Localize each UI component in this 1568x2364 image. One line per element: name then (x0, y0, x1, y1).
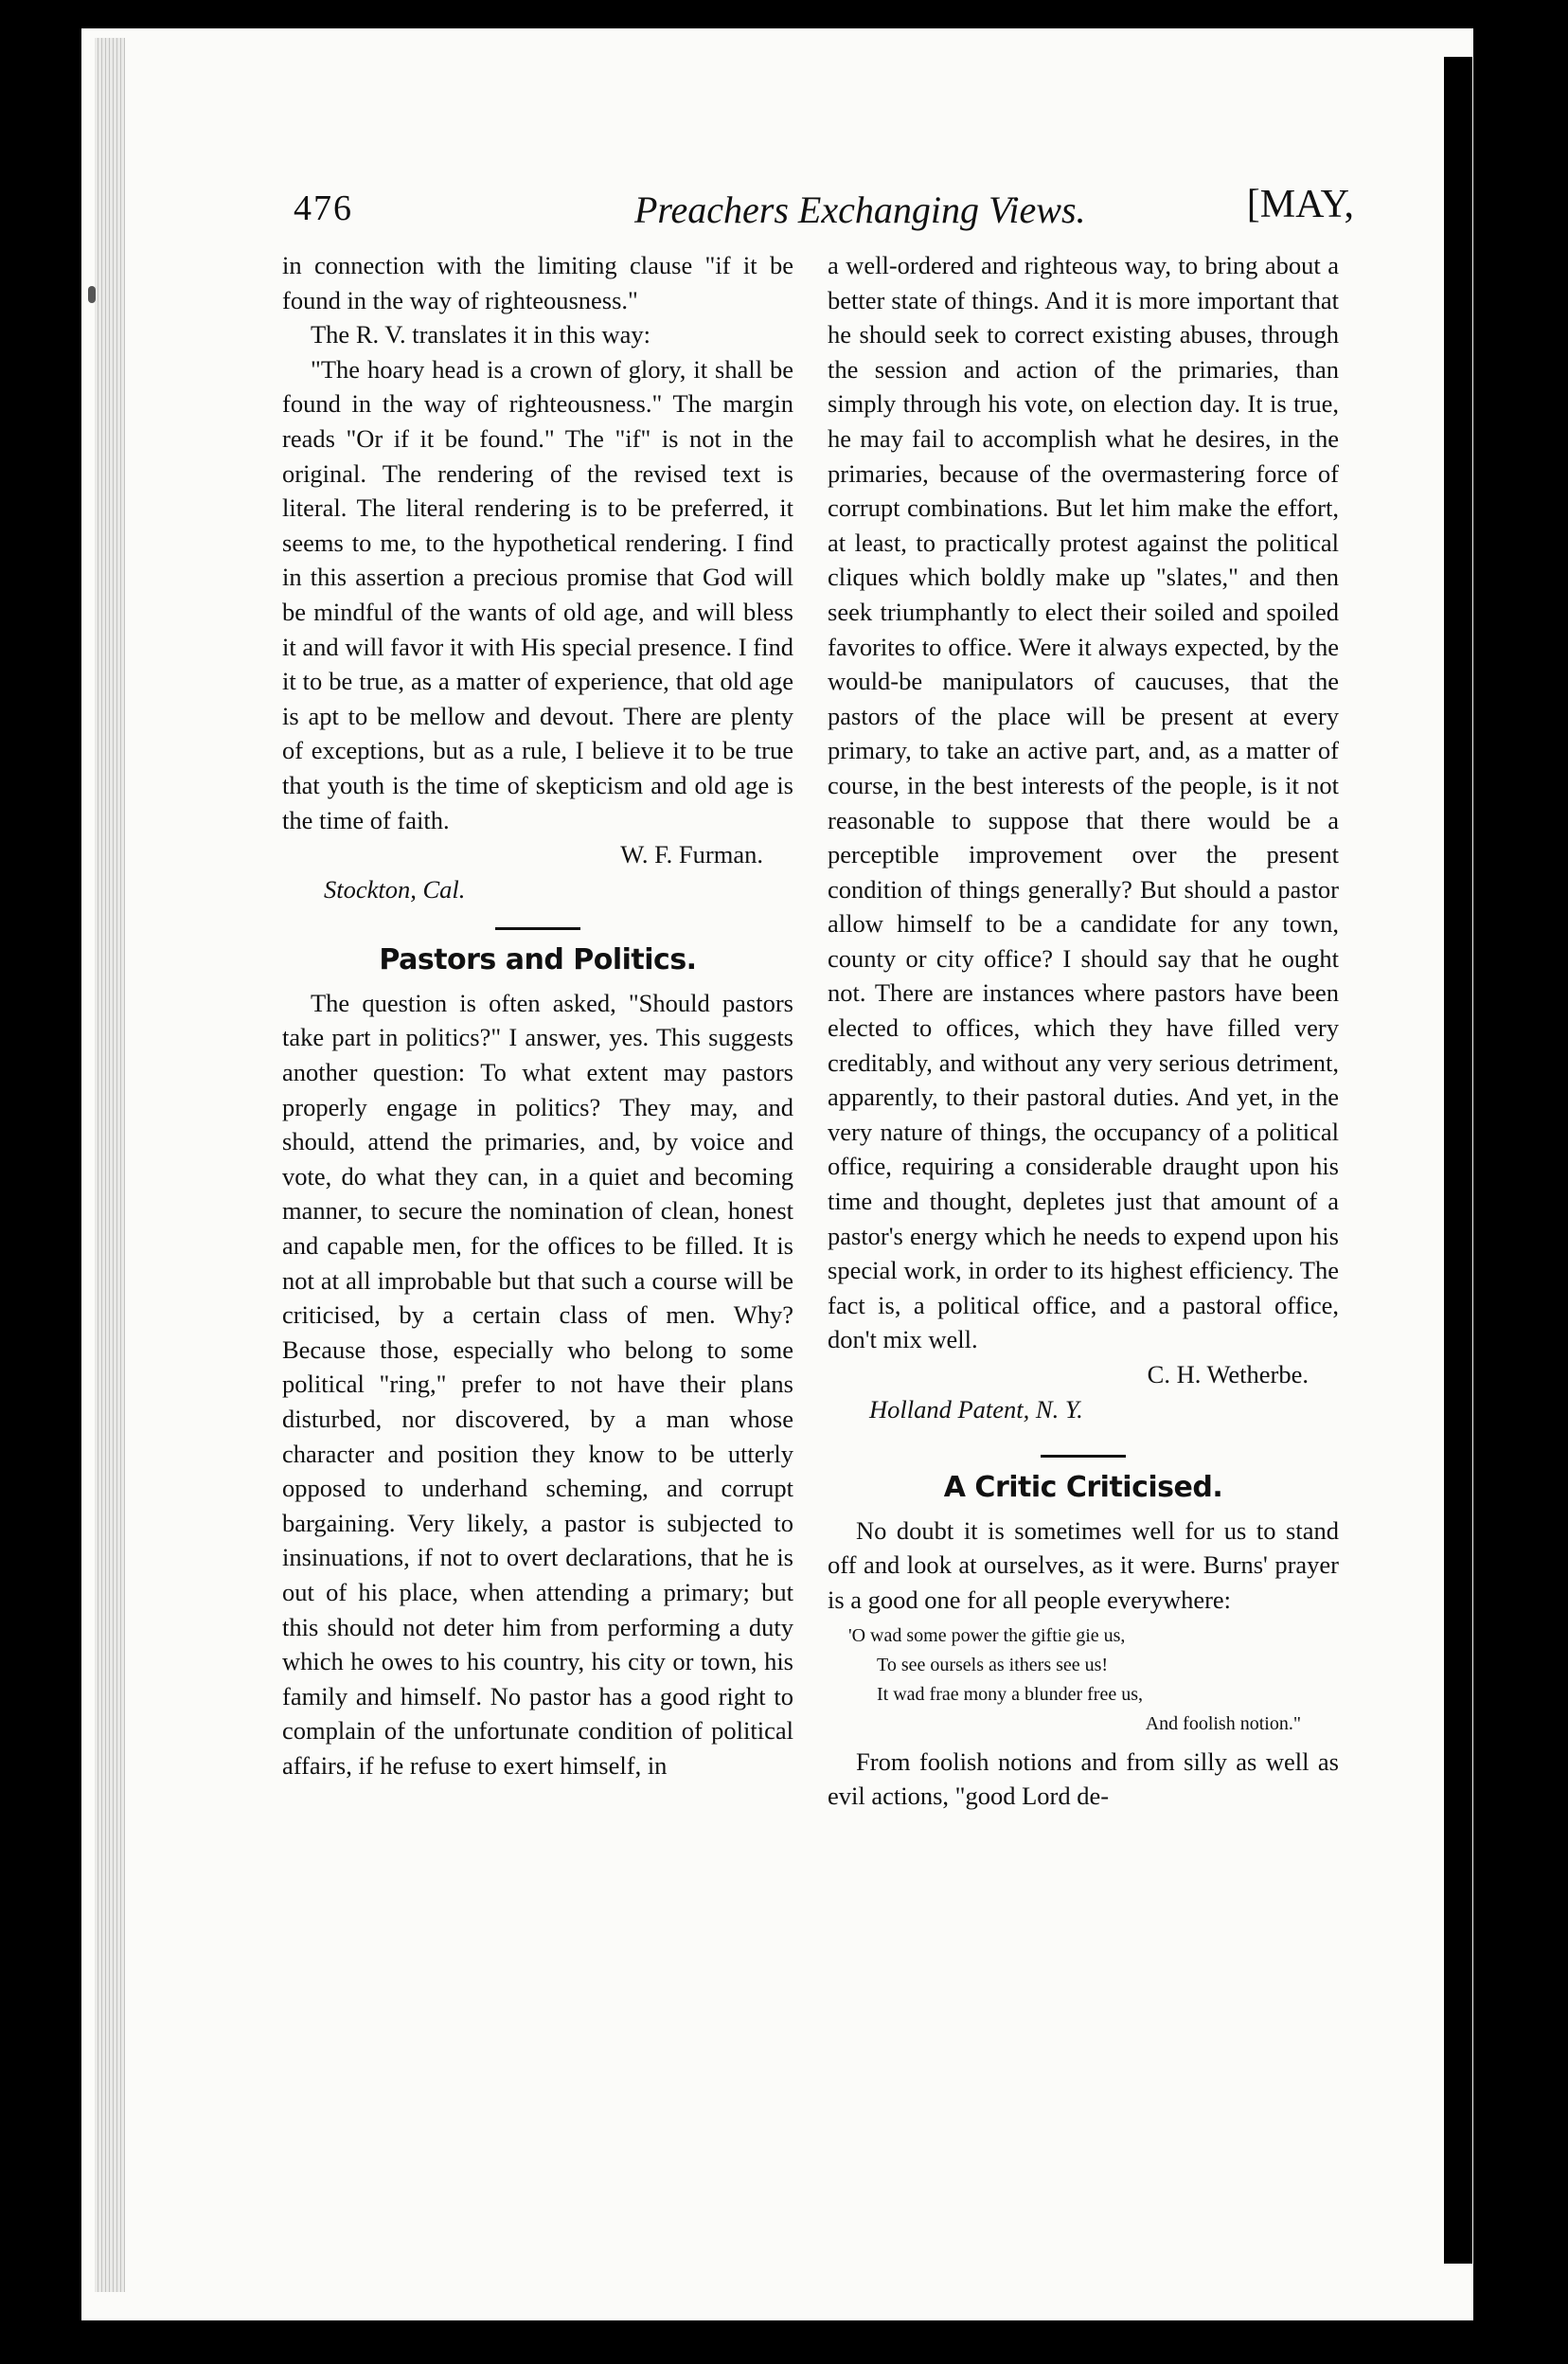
paragraph: a well-ordered and righteous way, to bring about a better state of things. And it is more important that he should seek to correct existing abuses, through the session and action of the primaries, than simply through his vote, on election day. It is true, he may fail to accomplish what he desires, in the primaries, because of the overmastering force of corrupt combinations. But let him make the effort, at least, to practically protest against the political cliques which boldly make up "slates," and then seek triumphantly to elect their soiled and spoiled favorites to office. Were it always expected, by the would-be manipulators of caucuses, that the pastors of the place will be present at every primary, to take an active part, and, as a matter of course, in the best interests of the people, is it not reasonable to suppose that there would be a perceptible improvement over the present condition of things generally? But should a pastor allow himself to be a candidate for any town, county or city office? I should say that he ought not. There are instances where pastors have been elected to offices, which they have filled very creditably, and without any very serious detriment, apparently, to their pastoral duties. And yet, in the very nature of things, the occupancy of a political office, requiring a considerable draught upon his time and thought, depletes just that amount of a pastor's energy which he needs to expend upon his special work, in order to its highest efficiency. The fact is, a political office, and a pastoral office, don't mix well. (828, 251, 1339, 1354)
running-header (294, 178, 1354, 235)
page-number: 476 (294, 188, 353, 228)
margin-mark (88, 286, 96, 303)
section-divider (495, 927, 580, 930)
section-title: Pastors and Politics. (379, 943, 697, 977)
right-column (828, 248, 1339, 1814)
poem-line: 'O wad some power the giftie gie us, (848, 1624, 1126, 1646)
poem-quote (828, 1621, 1339, 1739)
author-place: Holland Patent, N. Y. (869, 1394, 1083, 1424)
paragraph: in connection with the limiting clause "if it be found in the way of righteousness." (282, 251, 793, 314)
poem-line: And foolish notion." (1145, 1712, 1301, 1734)
month-label: [MAY, (1246, 183, 1354, 226)
author-place: Stockton, Cal. (324, 874, 466, 904)
section-title: A Critic Criticised. (943, 1471, 1223, 1505)
section-divider (1041, 1455, 1126, 1458)
paragraph: No doubt it is sometimes well for us to stand off and look at ourselves, as it were. Burns' prayer is a good one for all people everywhere: (828, 1515, 1339, 1614)
paragraph: The question is often asked, "Should pastors take part in politics?" I answer, yes. This suggests another question: To what extent may pastors properly engage in politics? They may, and should, attend the primaries, and, by voice and vote, do what they can, in a quiet and becoming manner, to secure the nomination of clean, honest and capable men, for the offices to be filled. It is not at all improbable but that such a course will be criticised, by a certain class of men. Why? Because those, especially who belong to some political "ring," prefer to not have their plans disturbed, nor discovered, by a man whose character and position they know to be utterly opposed to underhand scheming, and corrupt bargaining. Very likely, a pastor is subjected to insinuations, if not to overt declarations, that he is out of his place, when attending a primary; but this should not deter him from performing a duty which he owes to his country, his city or town, his family and himself. No pastor has a good right to complain of the unfortunate condition of political affairs, if he refuse to exert himself, in (282, 988, 793, 1780)
left-column (282, 248, 793, 1783)
paragraph: From foolish notions and from silly as well as evil actions, "good Lord de- (828, 1746, 1339, 1811)
book-spine-shadow (1444, 57, 1472, 2264)
running-title: Preachers Exchanging Views. (634, 188, 1086, 231)
poem-line: It wad frae mony a blunder free us, (877, 1683, 1143, 1705)
poem-line: To see oursels as ithers see us! (877, 1654, 1109, 1675)
paragraph: The R. V. translates it in this way: (311, 320, 650, 349)
paragraph: "The hoary head is a crown of glory, it shall be found in the way of righteousness." The margin reads "Or if it be found." The "if" is not in the original. The rendering of the revised text is literal. The literal rendering is to be preferred, it seems to me, to the hypothetical rendering. I find in this assertion a precious promise that God will be mindful of the wants of old age, and will bless it and will favor it with His special presence. I find it to be true, as a matter of experience, that old age is apt to be mellow and devout. There are plenty of exceptions, but as a rule, I believe it to be true that youth is the time of skepticism and old age is the time of faith. (282, 354, 793, 834)
page-edges (95, 38, 125, 2292)
author-signature: W. F. Furman. (620, 840, 763, 869)
author-signature: C. H. Wetherbe. (1147, 1360, 1309, 1388)
